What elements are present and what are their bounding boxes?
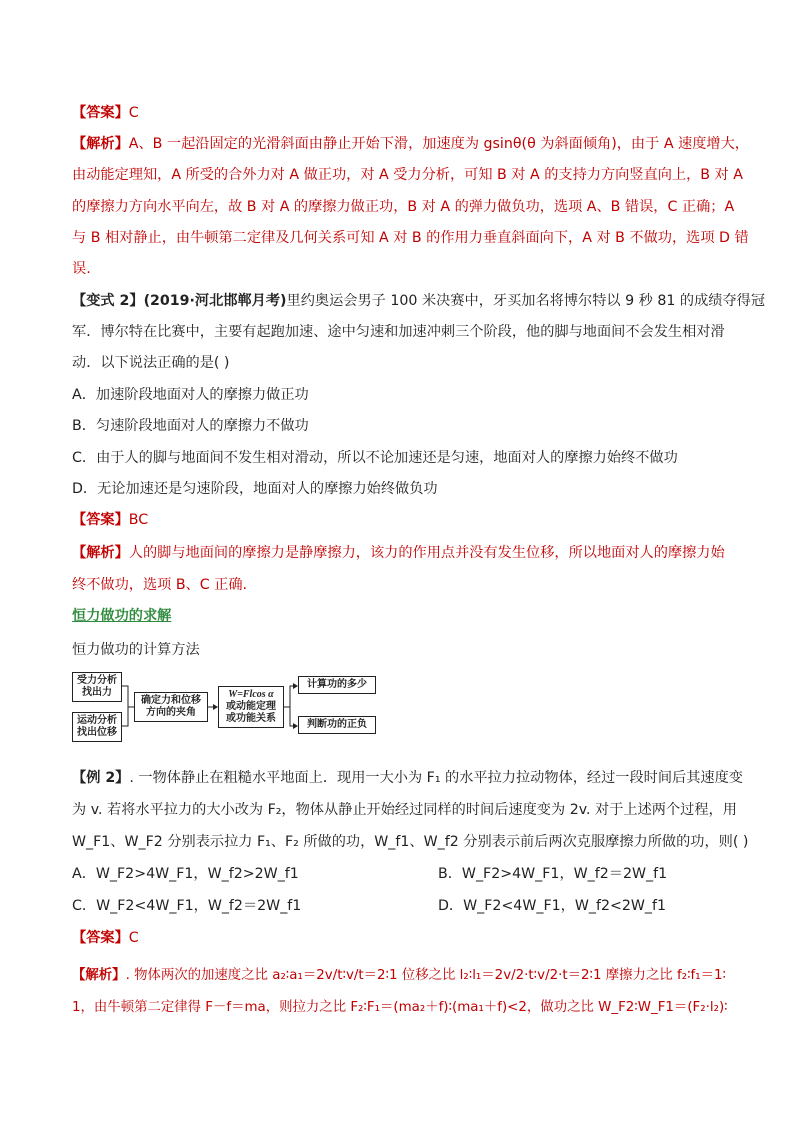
answer-label: 【答案】 [72,930,129,946]
example-2-line-2: 为 v. 若将水平拉力的大小改为 F₂，物体从静止开始经过同样的时间后速度变为 2v. 对于上述两个过程，用 [72,802,737,818]
option-c: C．由于人的脚与地面间不发生相对滑动，所以不论加速还是匀速，地面对人的摩擦力始终不做功 [72,450,678,466]
example-option-c: C．W_F2<4W_F1，W_f2＝2W_f1 [72,898,302,914]
analysis-text: 人的脚与地面间的摩擦力是静摩擦力，该力的作用点并没有发生位移，所以地面对人的摩擦力始 [128,545,725,561]
flow-text: 运动分析 [77,715,117,726]
flow-text: 受力分析 [77,675,117,686]
analysis-label: 【解析】 [72,968,126,983]
flow-box-compute-work: 计算功的多少 [298,676,376,694]
analysis-text: . 物体两次的加速度之比 a₂∶a₁＝2v/t∶v/t＝2∶1 位移之比 l₂∶l₁＝2v/2·t∶v/2·t＝2∶1 摩擦力之比 f₂∶f₁＝1∶ [125,968,727,983]
analysis-label: 【解析】 [72,136,129,152]
method-title: 恒力做功的计算方法 [72,642,200,658]
flow-box-judge-sign: 判断功的正负 [298,716,376,734]
analysis-1-line-3: 的摩擦力方向水平向左，故 B 对 A 的摩擦力做正功，B 对 A 的弹力做负功，选项 A、B 错误，C 正确；A [72,199,735,215]
example-option-a: A．W_F2>4W_F1，W_f2>2W_f1 [72,866,299,882]
variant-label: 【变式 2】 [72,293,144,309]
flow-box-angle [134,692,208,722]
flow-text: W=Flcos α [228,689,274,700]
answer-value: BC [128,512,149,528]
section-title: 恒力做功的求解 [72,608,172,624]
answer-value: C [128,930,139,946]
flow-text: 找出力 [82,687,112,698]
variant-2-line-1 [72,291,765,311]
example-option-d: D．W_F2<4W_F1，W_f2<2W_f1 [438,898,667,914]
answer-3 [72,928,139,948]
analysis-2-line-2: 终不做功，选项 B、C 正确. [72,577,248,593]
example-text: . 一物体静止在粗糙水平地面上．现用一大小为 F₁ 的水平拉力拉动物体，经过一段时间后其速度变 [129,770,743,786]
analysis-3-line-2: 1，由牛顿第二定律得 F－f＝ma，则拉力之比 F₂∶F₁＝(ma₂＋f)∶(ma₁＋f)<2，做功之比 W_F2∶W_F1＝(F₂·l₂)∶ [72,1000,728,1015]
analysis-label: 【解析】 [72,545,129,561]
option-a: A．加速阶段地面对人的摩擦力做正功 [72,387,309,403]
analysis-2-line-1 [72,543,725,563]
analysis-3-line-1 [72,966,726,986]
analysis-1-line-5: 误. [72,261,91,277]
flow-text: 找出位移 [77,727,117,738]
variant-text: 里约奥运会男子 100 米决赛中，牙买加名将博尔特以 9 秒 81 的成绩夺得冠 [286,293,766,309]
answer-label: 【答案】 [72,512,129,528]
option-d: D．无论加速还是匀速阶段，地面对人的摩擦力始终做负功 [72,481,438,497]
analysis-1-line-2: 由动能定理知，A 所受的合外力对 A 做正功，对 A 受力分析，可知 B 对 A 的支持力方向竖直向上，B 对 A [72,167,743,183]
flow-box-force-analysis [72,672,122,702]
variant-2-line-2: 军．博尔特在比赛中，主要有起跑加速、途中匀速和加速冲刺三个阶段，他的脚与地面间不会发生相对滑 [72,324,725,340]
example-label: 【例 2】 [72,770,130,786]
variant-source: (2019·河北邯郸月考) [143,293,287,309]
flow-box-motion-analysis [72,712,122,742]
method-flowchart [70,668,400,748]
example-option-b: B．W_F2>4W_F1，W_f2＝2W_f1 [438,866,668,882]
flow-text: 或动能定理 [226,701,276,712]
answer-1 [72,103,139,123]
flow-box-formula [218,686,284,728]
analysis-1-line-1 [72,134,749,154]
flow-text: 方向的夹角 [146,707,196,718]
variant-2-line-3: 动．以下说法正确的是( ) [72,355,230,371]
flow-text: 或功能关系 [226,713,276,724]
analysis-text: A、B 一起沿固定的光滑斜面由静止开始下滑，加速度为 gsinθ(θ 为斜面倾角)，由于 A 速度增大， [128,136,749,152]
answer-label: 【答案】 [72,105,129,121]
flow-text: 确定力和位移 [141,695,201,706]
analysis-1-line-4: 与 B 相对静止，由牛顿第二定律及几何关系可知 A 对 B 的作用力垂直斜面向下，A 对 B 不做功，选项 D 错 [72,230,749,246]
option-b: B．匀速阶段地面对人的摩擦力不做功 [72,418,309,434]
answer-2 [72,510,148,530]
example-2-line-1 [72,768,743,788]
example-2-line-3: W_F1、W_F2 分别表示拉力 F₁、F₂ 所做的功，W_f1、W_f2 分别表示前后两次克服摩擦力所做的功，则( ) [72,834,749,850]
answer-value: C [128,105,139,121]
